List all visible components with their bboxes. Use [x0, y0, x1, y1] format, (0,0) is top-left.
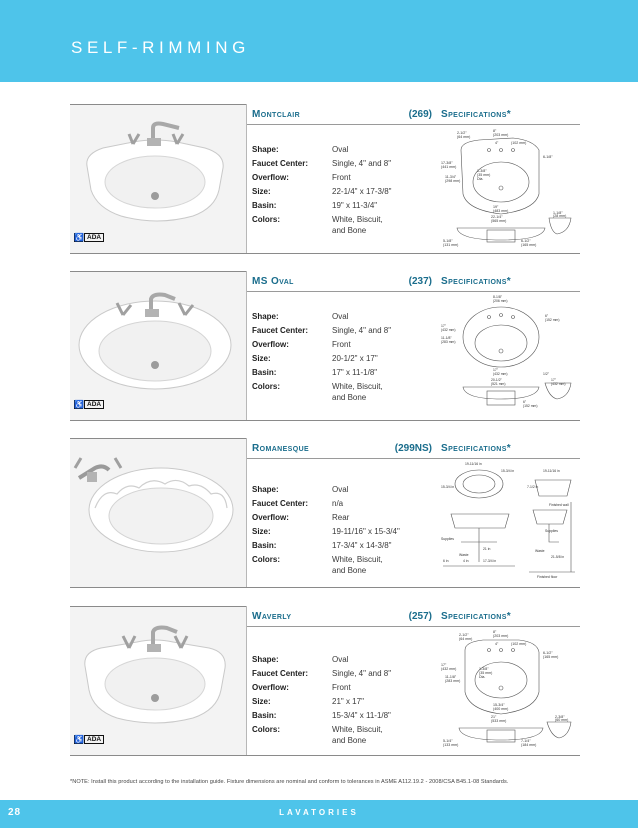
specifications-title: Specifications*: [441, 443, 512, 454]
specifications-panel: [433, 438, 580, 587]
dimension-label: 22-1/4": [491, 215, 503, 219]
dimension-label: 7-1/4": [521, 739, 531, 743]
product-code: (269): [408, 109, 432, 120]
dimension-label: (203 mm): [493, 634, 509, 638]
dimension-label: (283 mm): [441, 340, 456, 344]
product-name: Romanesque: [252, 443, 310, 454]
specifications-panel: [433, 606, 580, 755]
product-block-waverly: [70, 606, 580, 756]
dimension-label: 15-3/4 in: [501, 469, 515, 473]
footnote: *NOTE: Install this product according to the installation guide. Fixture dimensions are nominal and conform to tolerances in ASME A112.19.2 - 2008/CSA B45.1-08 Standards.: [70, 779, 509, 785]
dimension-label: Waste: [459, 553, 469, 557]
dimension-label: 17": [493, 368, 498, 372]
dimension-label: 21-5/8 in: [551, 555, 565, 559]
dimension-label: 6": [523, 400, 527, 404]
product-photo-waverly: [73, 616, 237, 728]
dimension-label: 11-1/8": [445, 675, 457, 679]
dimension-label: Waste: [535, 549, 545, 553]
divider: [70, 253, 580, 254]
dimension-label: 21": [491, 715, 497, 719]
dimension-label: 17": [441, 324, 446, 328]
dimension-label: 6-1/2": [521, 239, 531, 243]
dimension-label: (152 mm): [523, 404, 538, 408]
dimension-label: 2-1/2": [457, 131, 467, 135]
dimension-label: 17-3/8": [441, 161, 453, 165]
dimension-label: 4 in: [463, 559, 469, 563]
dimension-label: (64 mm): [457, 135, 471, 139]
dimension-label: 1-1/8": [553, 211, 563, 215]
dimension-label: 2-3/8": [555, 715, 565, 719]
dimension-label: (133 mm): [443, 743, 459, 747]
dimension-label: (298 mm): [445, 179, 461, 183]
dimension-label: 6": [545, 314, 549, 318]
divider: [70, 420, 580, 421]
dimension-label: 7-1/2 in: [527, 485, 539, 489]
dimension-label: 21 in: [483, 547, 491, 551]
dimension-label: (152 mm): [545, 318, 560, 322]
dimension-label: (432 mm): [551, 382, 566, 386]
product-info-panel: Montclair (269) Shape: Oval Faucet Center: Single, 4" and 8" Overflow: Front Size: 22-1/4" x 17-3/8" Basin: 19" x 11-3/4" Colors: White, Biscuit, and Bone: [246, 104, 441, 253]
product-photo-romanesque: [73, 448, 237, 560]
dimension-label: (203 mm): [493, 133, 509, 137]
product-block-ms-oval: [70, 271, 580, 421]
dimension-label: 6-1/2": [543, 651, 553, 655]
section-name: LAVATORIES: [279, 808, 359, 817]
dimension-label: 6-1/8": [543, 155, 553, 159]
dimension-label: 8": [493, 129, 497, 133]
divider: [70, 587, 580, 588]
product-code: (237): [408, 276, 432, 287]
divider: [70, 755, 580, 756]
dimension-label: (102 mm): [511, 642, 527, 646]
dimension-drawing-romanesque: [439, 462, 575, 582]
dimension-label: Finished floor: [537, 575, 558, 579]
dimension-drawing-waverly: [439, 630, 575, 750]
dimension-label: (102 mm): [511, 141, 527, 145]
specifications-title: Specifications*: [441, 109, 512, 120]
product-info-panel: Waverly (257) Shape: Oval Faucet Center: Single, 4" and 8" Overflow: Front Size: 21" x 17" Basin: 15-3/4" x 11-1/8" Colors: White, Biscuit, and Bone: [246, 606, 441, 755]
dimension-label: (521 mm): [491, 382, 506, 386]
dimension-label: 15-3/4": [493, 703, 505, 707]
dimension-label: 4": [495, 141, 499, 145]
specifications-panel: [433, 271, 580, 420]
dimension-label: Dia.: [477, 177, 484, 181]
dimension-label: 19": [493, 205, 499, 209]
dimension-label: Finished wall: [549, 503, 569, 507]
dimension-label: (283 mm): [445, 679, 461, 683]
product-photo-ms-oval: [73, 281, 237, 393]
product-name: Waverly: [252, 611, 292, 622]
dimension-label: 5-1/4": [443, 739, 453, 743]
product-name: MS Oval: [252, 276, 294, 287]
dimension-label: (432 mm): [441, 328, 456, 332]
dimension-label: (432 mm): [493, 372, 508, 376]
dimension-label: (60 mm): [555, 718, 569, 722]
dimension-label: (64 mm): [459, 637, 473, 641]
dimension-drawing-ms-oval: [439, 295, 575, 415]
dimension-label: (565 mm): [491, 219, 507, 223]
dimension-label: Dia.: [479, 675, 486, 679]
dimension-label: (483 mm): [493, 209, 509, 213]
page-footer: [0, 800, 638, 828]
dimension-label: (184 mm): [521, 743, 537, 747]
product-block-montclair: [70, 104, 580, 254]
ada-badge: ♿ ADA: [74, 400, 104, 409]
wheelchair-icon: ♿: [74, 400, 84, 409]
dimension-label: (206 mm): [493, 299, 508, 303]
dimension-label: 15-3/4 in: [441, 485, 455, 489]
dimension-label: Supplies: [545, 529, 559, 533]
dimension-label: 1-3/8": [479, 667, 489, 671]
product-block-romanesque: [70, 438, 580, 588]
page-header: [0, 0, 638, 82]
wheelchair-icon: ♿: [74, 233, 84, 242]
dimension-label: 1/2": [543, 372, 549, 376]
product-name: Montclair: [252, 109, 301, 120]
page-title: SELF-RIMMING: [71, 38, 250, 57]
dimension-label: 17": [441, 663, 447, 667]
ada-badge: ♿ ADA: [74, 233, 104, 242]
dimension-label: 6 in: [443, 559, 449, 563]
dimension-label: (131 mm): [443, 243, 459, 247]
dimension-label: 11-3/4": [445, 175, 457, 179]
dimension-label: 5-1/8": [443, 239, 453, 243]
specifications-title: Specifications*: [441, 611, 512, 622]
dimension-label: (35 mm): [477, 173, 491, 177]
dimension-label: Supplies: [441, 537, 455, 541]
product-info-panel: Romanesque (299NS) Shape: Oval Faucet Center: n/a Overflow: Rear Size: 19-11/16" x 15-3/4" Basin: 17-3/4" x 14-3/8" Colors: White, Biscuit, and Bone: [246, 438, 441, 587]
specifications-title: Specifications*: [441, 276, 512, 287]
product-photo-montclair: [73, 114, 237, 226]
product-info-panel: MS Oval (237) Shape: Oval Faucet Center: Single, 4" and 8" Overflow: Front Size: 20-1/2" x 17" Basin: 17" x 11-1/8" Colors: White, Biscuit, and Bone: [246, 271, 441, 420]
dimension-label: 19-11/16 in: [465, 462, 482, 466]
dimension-label: 19-11/16 in: [543, 469, 560, 473]
dimension-label: 17": [551, 378, 556, 382]
dimension-label: 20-1/2": [491, 378, 502, 382]
dimension-drawing-montclair: [439, 128, 575, 248]
dimension-label: (441 mm): [441, 165, 457, 169]
dimension-label: 8": [493, 630, 497, 634]
dimension-label: 11-1/8": [441, 336, 452, 340]
dimension-label: (35 mm): [479, 671, 493, 675]
dimension-label: (432 mm): [441, 667, 457, 671]
specifications-panel: [433, 104, 580, 253]
ada-badge: ♿ ADA: [74, 735, 104, 744]
dimension-label: (165 mm): [521, 243, 537, 247]
dimension-label: 8-1/8": [493, 295, 502, 299]
dimension-label: 1-3/8": [477, 169, 487, 173]
dimension-label: 17-3/4 in: [483, 559, 497, 563]
page-number: 28: [8, 807, 22, 818]
dimension-label: (28 mm): [553, 214, 567, 218]
product-code: (299NS): [394, 443, 432, 454]
dimension-label: (533 mm): [491, 719, 507, 723]
dimension-label: (165 mm): [543, 655, 559, 659]
dimension-label: 4": [495, 642, 499, 646]
wheelchair-icon: ♿: [74, 735, 84, 744]
dimension-label: (400 mm): [493, 707, 509, 711]
product-code: (257): [408, 611, 432, 622]
dimension-label: 2-1/2": [459, 633, 469, 637]
